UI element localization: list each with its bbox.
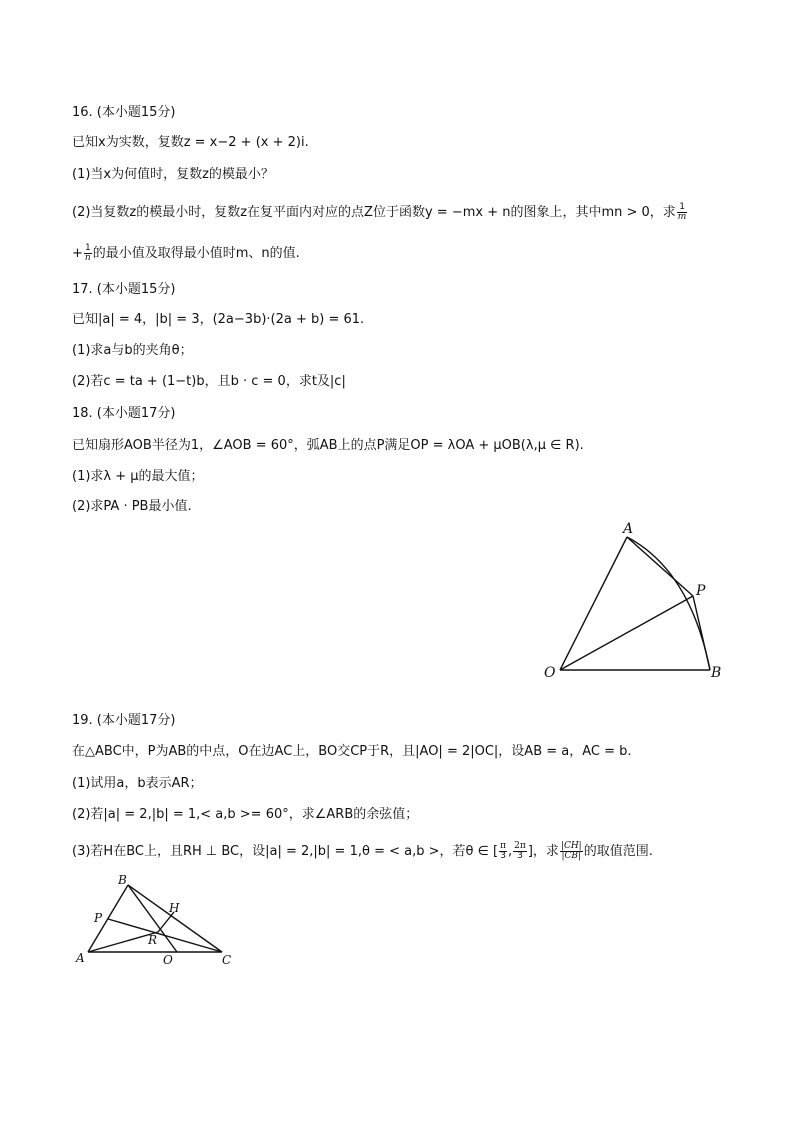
q17-header: 17. (本小题15分) <box>72 282 176 297</box>
label-P: P <box>696 583 706 599</box>
q19-range-high: $\frac{2\pi}{3}$ <box>514 841 526 861</box>
label-A: A <box>76 951 85 965</box>
label-A: A <box>623 521 634 537</box>
q16-part2-text: (2)当复数z的模最小时，复数z在复平面内对应的点Z位于函数y = −mx + n的图象上，其中mn > 0，求 <box>72 205 676 220</box>
q19-part1: (1)试用a，b表示AR； <box>72 776 203 791</box>
label-O: O <box>544 665 556 681</box>
segment-PA <box>627 537 693 596</box>
label-B: B <box>118 873 127 887</box>
q18-statement: 已知扇形AOB半径为1，∠AOB = 60°，弧AB上的点P满足OP = λOA + μOB(λ,μ ∈ R). <box>72 438 584 453</box>
q19-part3-mid: ]，求 <box>527 844 559 859</box>
q18-sector-figure <box>530 515 740 685</box>
q16-part2-line2 <box>72 244 300 263</box>
q16-fraction-1-over-m: $\frac{1}{m}$ <box>677 202 687 222</box>
q19-triangle-figure <box>70 870 250 970</box>
q19-range-low: $\frac{\pi}{3}$ <box>500 841 507 861</box>
label-O: O <box>163 953 173 967</box>
q19-part2: (2)若|a| = 2,|b| = 1,< a,b >= 60°，求∠ARB的余弦值； <box>72 807 419 822</box>
q18-part2: (2)求PA · PB最小值. <box>72 499 192 514</box>
q16-plus-sign: + <box>72 246 83 261</box>
label-H: H <box>169 901 180 915</box>
q16-statement: 已知x为实数，复数z = x−2 + (x + 2)i. <box>72 135 309 150</box>
q17-part1: (1)求a与b的夹角θ； <box>72 343 193 358</box>
q16-part2-line1 <box>72 203 688 222</box>
label-B: B <box>711 665 722 681</box>
q18-header: 18. (本小题17分) <box>72 406 176 421</box>
label-P: P <box>94 911 103 925</box>
side-BC <box>128 885 222 952</box>
segment-RH <box>158 912 174 932</box>
q17-part2: (2)若c = ta + (1−t)b，且b · c = 0，求t及|c| <box>72 374 346 389</box>
q16-header: 16. (本小题15分) <box>72 105 176 120</box>
q19-part3: (3)若H在BC上，且RH ⊥ BC，设|a| = 2,|b| = 1,θ = < a,b >，若θ ∈ [ $\frac{\pi}{3}$ , $\frac{2\pi}{3}$ ]，求 $\frac{|CH|}{|CB|}$ 的取值范围. <box>72 841 653 861</box>
q16-part2-tail: 的最小值及取得最小值时m、n的值. <box>92 246 300 261</box>
q16-part1: (1)当x为何值时，复数z的模最小？ <box>72 167 274 182</box>
q19-part3-tail: 的取值范围. <box>583 844 653 859</box>
segment-OA <box>560 537 627 670</box>
q19-ratio-CH-CB: $\frac{|CH|}{|CB|}$ <box>560 841 582 861</box>
q19-statement: 在△ABC中，P为AB的中点，O在边AC上，BO交CP于R，且|AO| = 2|OC|，设AB = a，AC = b. <box>72 744 632 759</box>
label-R: R <box>148 933 158 947</box>
q19-header: 19. (本小题17分) <box>72 713 176 728</box>
q18-part1: (1)求λ + μ的最大值； <box>72 469 204 484</box>
q19-part3-text: (3)若H在BC上，且RH ⊥ BC，设|a| = 2,|b| = 1,θ = < a,b >，若θ ∈ [ <box>72 844 499 859</box>
q17-statement: 已知|a| = 4，|b| = 3，(2a−3b)·(2a + b) = 61. <box>72 312 365 327</box>
q16-fraction-1-over-n: $\frac{1}{n}$ <box>84 243 91 263</box>
label-C: C <box>222 953 232 967</box>
segment-OP <box>560 596 693 670</box>
arc-AB <box>627 537 710 670</box>
